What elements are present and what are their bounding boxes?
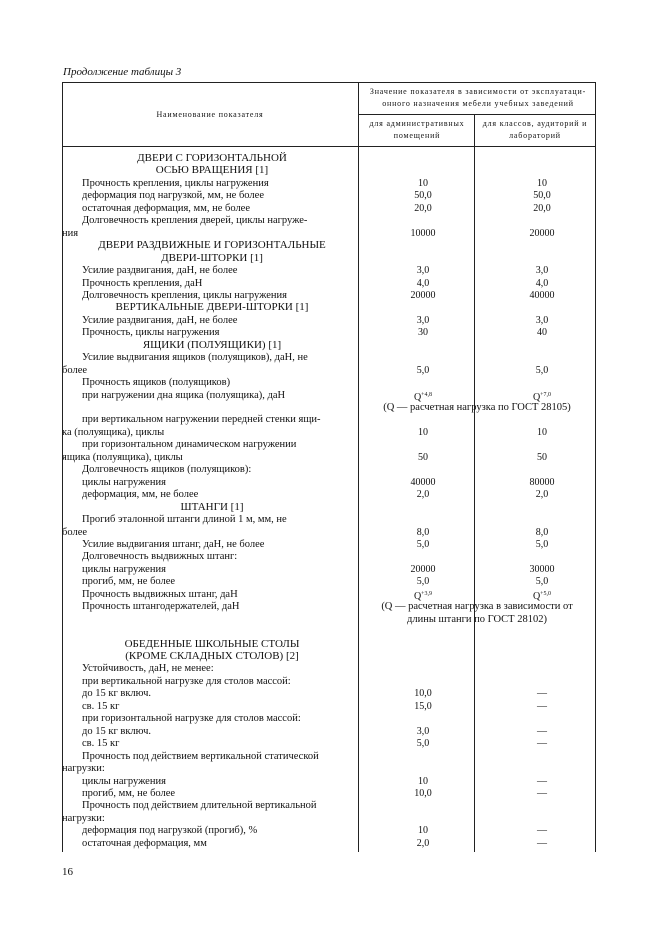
value-admin: 2,0	[416, 837, 430, 849]
value-admin: 20000	[410, 289, 436, 301]
value-admin: 20000	[410, 563, 436, 575]
row-label: Долговечность выдвижных штанг:	[82, 551, 238, 563]
table-row	[62, 687, 596, 700]
row-label: при горизонтальной нагрузке для столов массой:	[82, 713, 301, 725]
section-title: ЯЩИКИ (ПОЛУЯЩИКИ) [1]	[142, 338, 282, 351]
header-class: для классов, аудиторий и лабораторий	[482, 119, 588, 140]
row-label: нагрузки:	[62, 812, 105, 824]
value-admin: 30	[418, 327, 428, 339]
value-class: 5,0	[535, 576, 549, 588]
table-row	[62, 289, 596, 302]
value-admin: 15,0	[414, 700, 432, 712]
value-class: 8,0	[535, 526, 549, 538]
table-row	[62, 351, 596, 364]
table-row	[62, 837, 596, 850]
value-admin: 10,0	[414, 787, 432, 799]
value-class: —	[537, 787, 547, 799]
table-row	[62, 812, 596, 825]
section-title: ОБЕДЕННЫЕ ШКОЛЬНЫЕ СТОЛЫ	[124, 637, 300, 650]
table-row	[62, 189, 596, 202]
row-label: Прогиб эталонной штанги длиной 1 м, мм, не	[82, 514, 287, 526]
value-class: —	[537, 725, 547, 737]
row-label: Долговечность крепления дверей, циклы нагруже-	[82, 215, 308, 227]
value-class: —	[537, 775, 547, 787]
row-label: св. 15 кг	[82, 738, 120, 750]
value-admin: 8,0	[416, 526, 430, 538]
row-label: прогиб, мм, не более	[82, 787, 176, 799]
table-row	[62, 775, 596, 788]
section-title: ШТАНГИ [1]	[180, 500, 244, 513]
row-label: деформация, мм, не более	[82, 489, 199, 501]
row-label: Усилие раздвигания, даН, не более	[82, 265, 238, 277]
table-row	[62, 463, 596, 476]
value-class: —	[537, 825, 547, 837]
value-admin: 3,0	[416, 725, 430, 737]
table-row	[62, 451, 596, 464]
section-title: (КРОМЕ СКЛАДНЫХ СТОЛОВ) [2]	[125, 650, 299, 662]
value-admin: 20,0	[414, 202, 432, 214]
value-admin: 5,0	[416, 364, 430, 376]
value-class: —	[537, 700, 547, 712]
value-class: 10	[537, 426, 547, 438]
table-row	[62, 712, 596, 725]
section-title: ДВЕРИ РАЗДВИЖНЫЕ И ГОРИЗОНТАЛЬНЫЕ	[98, 239, 326, 252]
row-label: св. 15 кг	[82, 700, 120, 712]
table-row	[62, 550, 596, 563]
table-row	[62, 214, 596, 227]
page-number: 16	[62, 866, 73, 878]
table-row	[62, 575, 596, 588]
row-label: Прочность ящиков (полуящиков)	[82, 377, 231, 389]
value-class: 50,0	[533, 190, 551, 202]
value-class: 10	[537, 177, 547, 189]
value-admin: $Q^{+4,8}$	[413, 391, 433, 403]
table-row	[62, 762, 596, 775]
row-label: Прочность штангодержателей, даН	[82, 601, 240, 613]
value-class: 40000	[529, 289, 555, 301]
value-class: —	[537, 837, 547, 849]
table-row	[62, 675, 596, 688]
table-row	[62, 326, 596, 339]
section-title: ДВЕРИ С ГОРИЗОНТАЛЬНОЙ	[137, 152, 287, 164]
table-row	[62, 799, 596, 812]
table-row	[62, 662, 596, 675]
value-class: $Q^{+7,0}$	[532, 391, 552, 403]
row-label: Долговечность ящиков (полуящиков):	[82, 464, 252, 476]
row-label: Прочность под действием длительной вертикальной	[82, 800, 317, 812]
value-admin: $Q^{+3,9}$	[413, 590, 433, 602]
row-label: Устойчивость, даН, не менее:	[82, 663, 214, 675]
table-row	[62, 426, 596, 439]
value-class: 40	[537, 327, 547, 339]
value-class: 80000	[529, 476, 555, 488]
row-label: более	[62, 364, 88, 376]
value-admin: 40000	[410, 476, 436, 488]
row-label: Прочность крепления, даН	[82, 277, 203, 289]
value-admin: 4,0	[416, 277, 430, 289]
value-admin: 10000	[410, 227, 436, 239]
table-row	[62, 202, 596, 215]
table-row	[62, 401, 596, 414]
table-row	[62, 376, 596, 389]
row-label: ящика (полуящика), циклы	[62, 451, 183, 463]
table-row	[62, 600, 596, 613]
table-row	[62, 277, 596, 290]
table-row	[62, 563, 596, 576]
row-label: циклы нагружения	[82, 476, 166, 488]
value-admin: 2,0	[416, 489, 430, 501]
value-admin: 3,0	[416, 265, 430, 277]
row-label: более	[62, 526, 88, 538]
table-row	[62, 488, 596, 501]
header-bottom-line	[62, 146, 596, 147]
table-row	[62, 613, 596, 626]
table-row	[62, 725, 596, 738]
table-row	[62, 787, 596, 800]
table-note: (Q — расчетная нагрузка в зависимости от	[381, 601, 573, 613]
value-admin: 3,0	[416, 314, 430, 326]
table-row	[62, 389, 596, 402]
table-row	[62, 538, 596, 551]
row-label: до 15 кг включ.	[82, 725, 152, 737]
section-title: ОСЬЮ ВРАЩЕНИЯ [1]	[155, 164, 269, 177]
value-class: 30000	[529, 563, 555, 575]
value-class: 2,0	[535, 489, 549, 501]
value-class: 20,0	[533, 202, 551, 214]
row-label: при вертикальном нагружении передней стенки ящи-	[82, 414, 321, 426]
value-class: 5,0	[535, 538, 549, 550]
table-row	[62, 227, 596, 240]
row-label: Прочность под действием вертикальной статической	[82, 750, 319, 762]
row-label: при нагружении дна ящика (полуящика), даН	[82, 389, 286, 401]
table-row	[62, 750, 596, 763]
value-class: $Q^{+5,0}$	[532, 590, 552, 602]
table-row	[62, 513, 596, 526]
header-values: Значение показателя в зависимости от эксплуатаци-онного назначения мебели учебных заведений	[369, 87, 587, 108]
value-class: 3,0	[535, 265, 549, 277]
row-label: Усилие раздвигания, даН, не более	[82, 314, 238, 326]
header-subdivider	[358, 114, 596, 115]
value-class: 4,0	[535, 277, 549, 289]
value-class: —	[537, 688, 547, 700]
row-label: ния	[62, 227, 79, 239]
value-admin: 50	[418, 451, 428, 463]
value-admin: 10	[418, 775, 428, 787]
row-label: при вертикальной нагрузке для столов массой:	[82, 675, 291, 687]
section-title: ВЕРТИКАЛЬНЫЕ ДВЕРИ-ШТОРКИ [1]	[115, 301, 309, 314]
header-admin: для административных помещений	[369, 119, 465, 140]
value-class: 20000	[529, 227, 555, 239]
row-label: Усилие выдвигания ящиков (полуящиков), даН, не	[82, 352, 308, 364]
row-label: остаточная деформация, мм, не более	[82, 202, 251, 214]
value-admin: 10	[418, 825, 428, 837]
value-admin: 50,0	[414, 190, 432, 202]
table-caption: Продолжение таблицы 3	[63, 66, 182, 78]
row-label: Долговечность крепления, циклы нагружения	[82, 289, 287, 301]
table-note: длины штанги по ГОСТ 28102)	[407, 613, 547, 625]
value-admin: 5,0	[416, 738, 430, 750]
table-row	[62, 737, 596, 750]
value-admin: 5,0	[416, 576, 430, 588]
table-row	[62, 413, 596, 426]
value-class: 3,0	[535, 314, 549, 326]
row-label: Прочность выдвижных штанг, даН	[82, 588, 238, 600]
table-row	[62, 364, 596, 377]
value-class: 5,0	[535, 364, 549, 376]
row-label: Усилие выдвигания штанг, даН, не более	[82, 538, 265, 550]
table-row	[62, 824, 596, 837]
row-label: остаточная деформация, мм	[82, 837, 207, 849]
table-row	[62, 700, 596, 713]
value-admin: 10,0	[414, 688, 432, 700]
row-label: деформация под нагрузкой, мм, не более	[82, 190, 264, 202]
section-title: ДВЕРИ-ШТОРКИ [1]	[161, 251, 263, 264]
row-label: нагрузки:	[62, 763, 105, 775]
table-row	[62, 314, 596, 327]
value-admin: 10	[418, 426, 428, 438]
row-label: при горизонтальном динамическом нагружении	[82, 439, 297, 451]
table-row	[62, 588, 596, 601]
row-label: деформация под нагрузкой (прогиб), %	[82, 825, 258, 837]
row-label: ка (полуящика), циклы	[62, 426, 165, 438]
row-label: прогиб, мм, не более	[82, 576, 176, 588]
table-row	[62, 476, 596, 489]
header-name: Наименование показателя	[156, 110, 264, 119]
row-label: до 15 кг включ.	[82, 688, 152, 700]
value-admin: 10	[418, 177, 428, 189]
table-row	[62, 438, 596, 451]
row-label: Прочность, циклы нагружения	[82, 327, 220, 339]
row-label: Прочность крепления, циклы нагружения	[82, 177, 269, 189]
value-admin: 5,0	[416, 538, 430, 550]
table-row	[62, 177, 596, 190]
value-class: 50	[537, 451, 547, 463]
row-label: циклы нагружения	[82, 563, 166, 575]
value-class: —	[537, 738, 547, 750]
row-label: циклы нагружения	[82, 775, 166, 787]
table-row	[62, 526, 596, 539]
table-note: (Q — расчетная нагрузка по ГОСТ 28105)	[383, 402, 571, 413]
table-row	[62, 264, 596, 277]
